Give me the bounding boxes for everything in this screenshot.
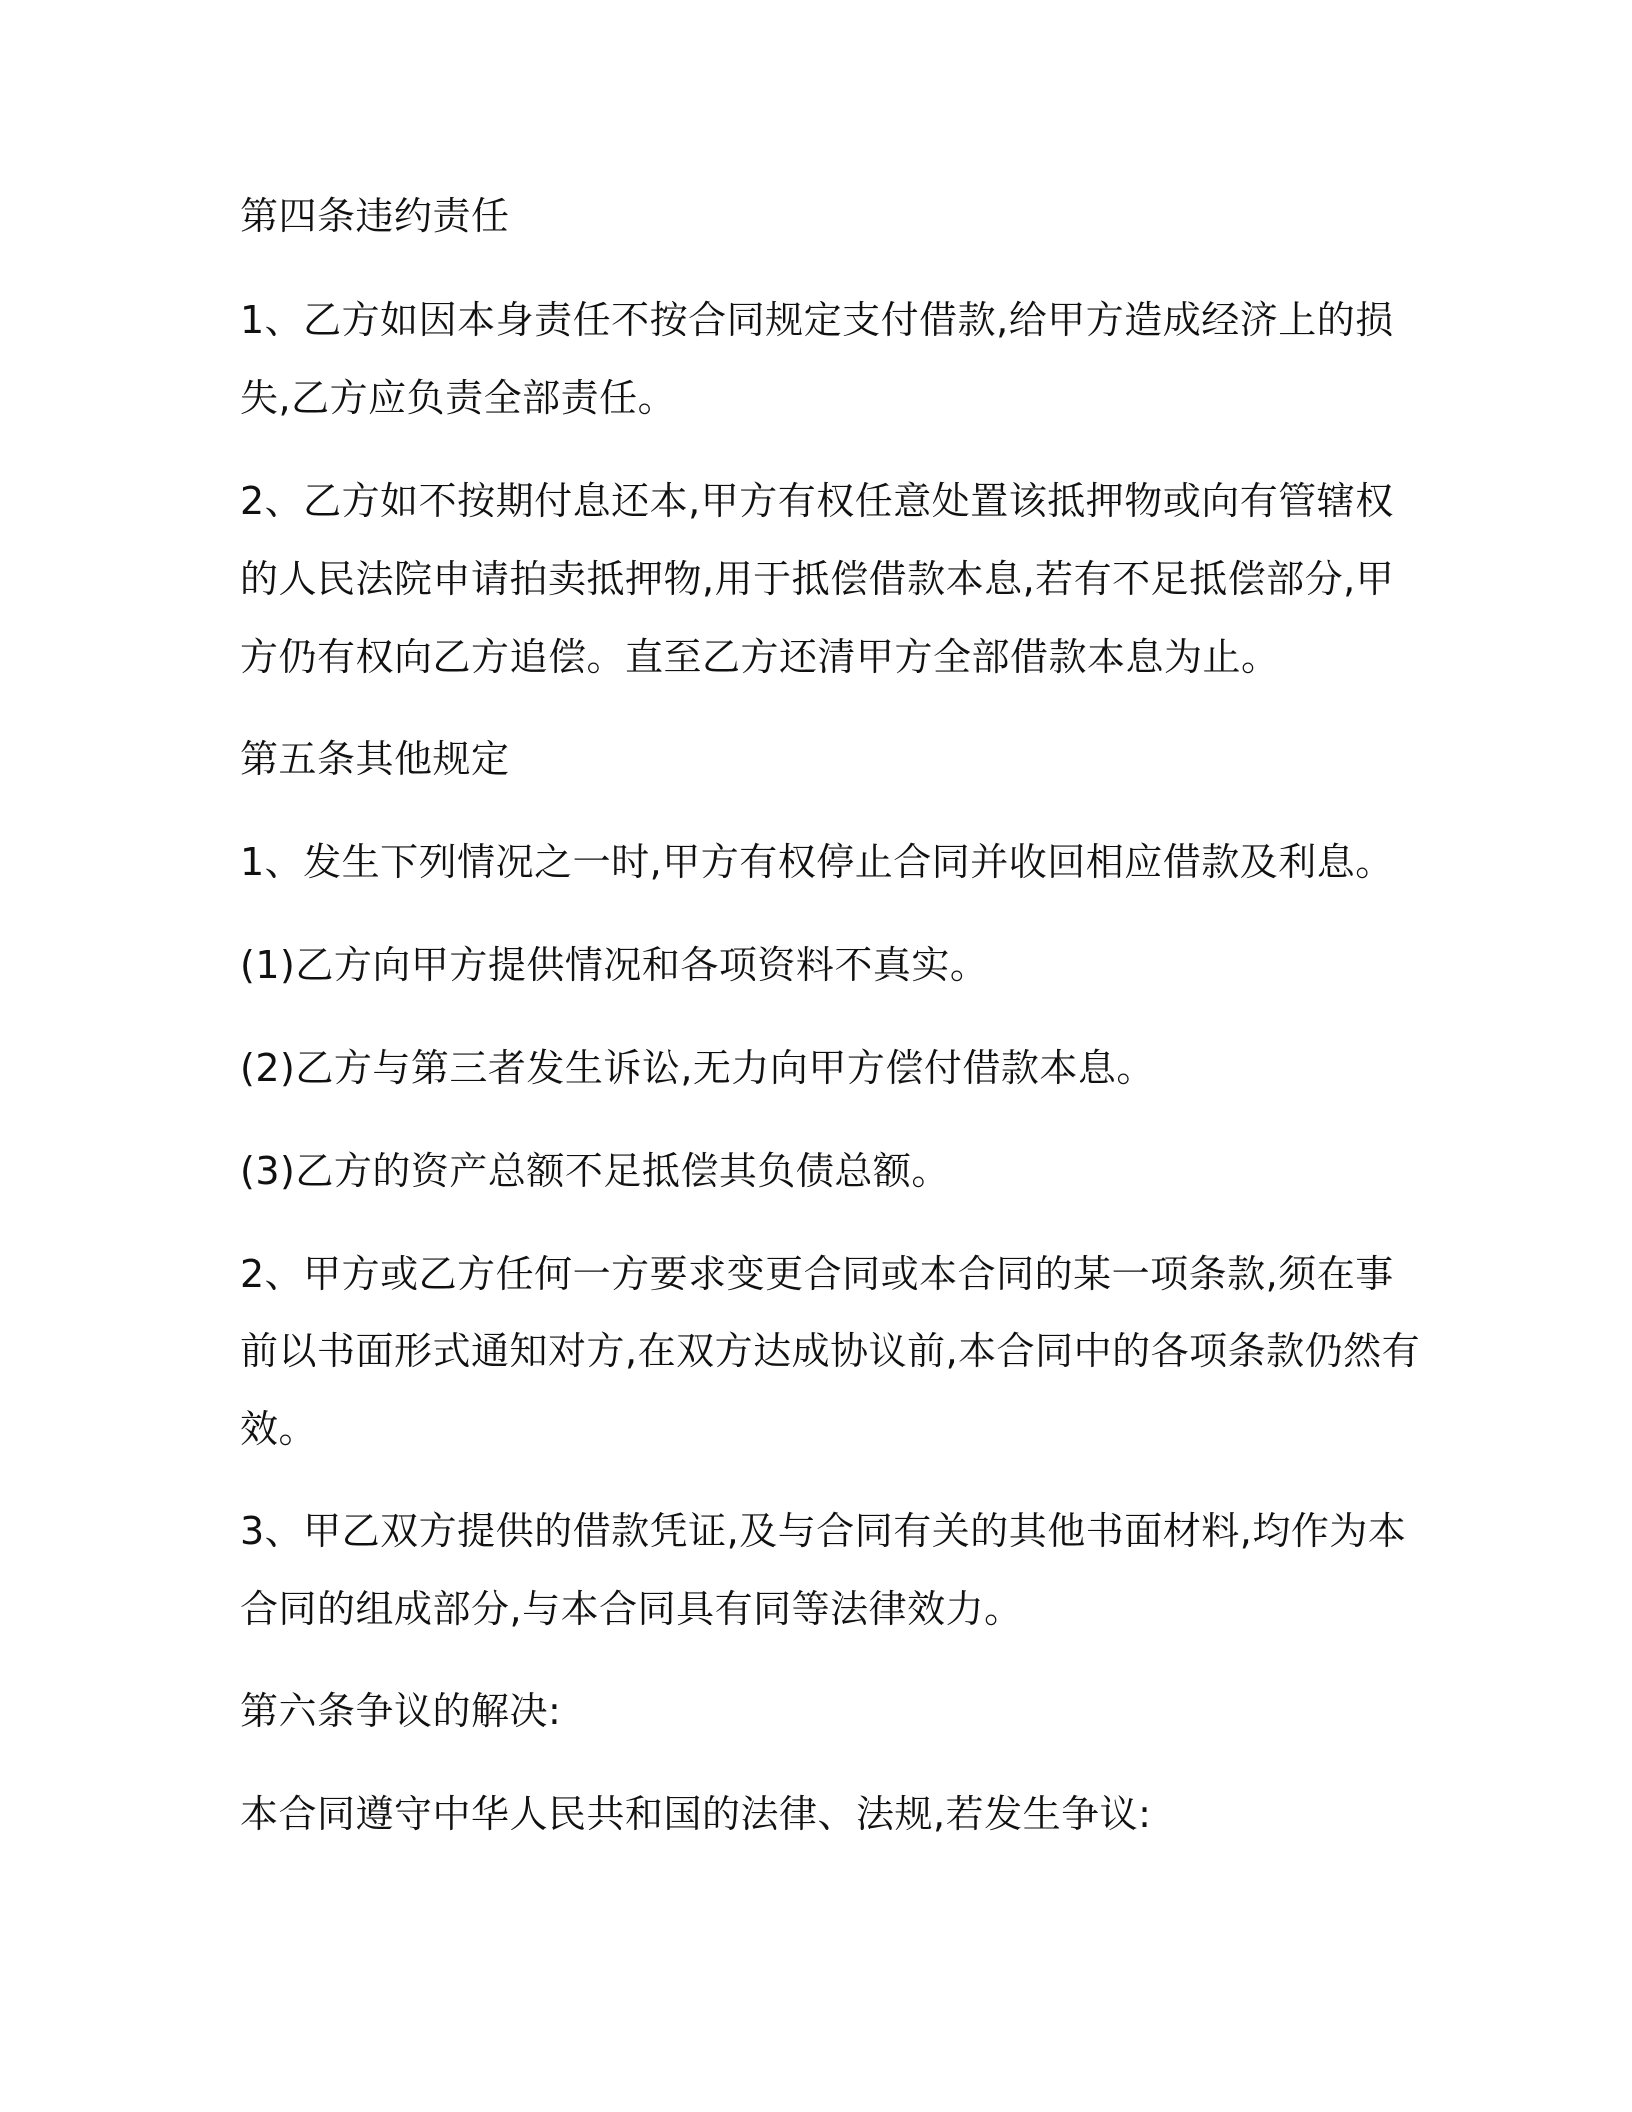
article-4-heading: 第四条违约责任 bbox=[240, 194, 510, 238]
article-5-clause-1: 1、发生下列情况之一时,甲方有权停止合同并收回相应借款及利息。 bbox=[240, 840, 1394, 884]
article-5-clause-3-line-2: 合同的组成部分,与本合同具有同等法律效力。 bbox=[240, 1587, 1023, 1631]
article-5-heading: 第五条其他规定 bbox=[240, 737, 510, 781]
article-4-clause-1-line-1: 1、乙方如因本身责任不按合同规定支付借款,给甲方造成经济上的损 bbox=[240, 298, 1394, 342]
article-5-clause-2-line-2: 前以书面形式通知对方,在双方达成协议前,本合同中的各项条款仍然有 bbox=[240, 1329, 1421, 1373]
article-4-clause-2-line-3: 方仍有权向乙方追偿。直至乙方还清甲方全部借款本息为止。 bbox=[240, 635, 1280, 679]
article-5-clause-2-line-3: 效。 bbox=[240, 1407, 318, 1451]
article-5-clause-2-line-1: 2、甲方或乙方任何一方要求变更合同或本合同的某一项条款,须在事 bbox=[240, 1252, 1394, 1296]
article-5-clause-1-item-1: (1)乙方向甲方提供情况和各项资料不真实。 bbox=[240, 943, 989, 987]
article-6-body: 本合同遵守中华人民共和国的法律、法规,若发生争议: bbox=[240, 1792, 1152, 1836]
article-4-clause-2-line-2: 的人民法院申请拍卖抵押物,用于抵偿借款本息,若有不足抵偿部分,甲 bbox=[240, 557, 1395, 601]
article-6-heading: 第六条争议的解决: bbox=[240, 1689, 562, 1733]
article-4-clause-1-line-2: 失,乙方应负责全部责任。 bbox=[240, 376, 677, 420]
article-4-clause-2-line-1: 2、乙方如不按期付息还本,甲方有权任意处置该抵押物或向有管辖权 bbox=[240, 479, 1394, 523]
article-5-clause-1-item-2: (2)乙方与第三者发生诉讼,无力向甲方偿付借款本息。 bbox=[240, 1046, 1155, 1090]
article-5-clause-3-line-1: 3、甲乙双方提供的借款凭证,及与合同有关的其他书面材料,均作为本 bbox=[240, 1509, 1407, 1553]
article-5-clause-1-item-3: (3)乙方的资产总额不足抵偿其负债总额。 bbox=[240, 1149, 950, 1193]
